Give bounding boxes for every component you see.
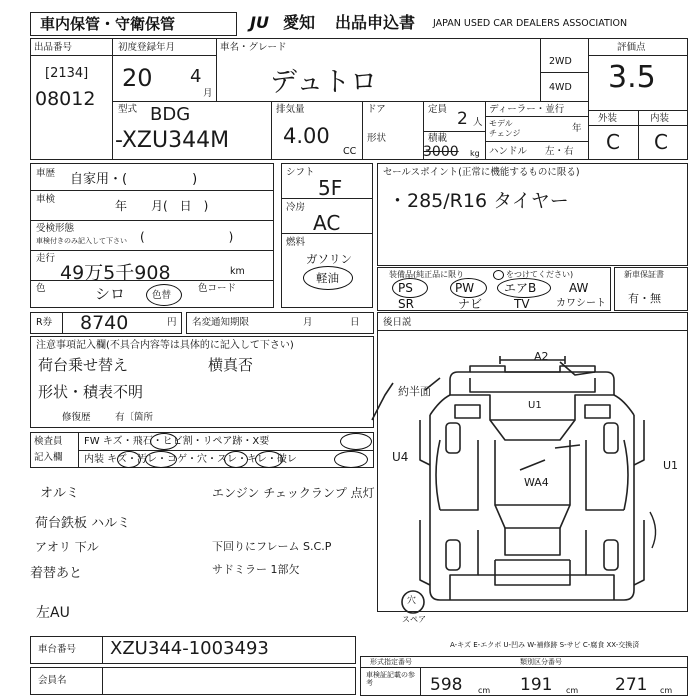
diag-u4: U4 <box>392 450 409 464</box>
handnote-7: サドミラー 1部欠 <box>212 563 300 576</box>
car-name-value: デュトロ <box>270 67 378 98</box>
member-label: 会員名 <box>38 675 67 686</box>
deadline-label: 名変通知期限 <box>192 317 250 328</box>
notes-label: 注意事項記入欄(不具合内容等は具体的に記入して下さい) <box>36 340 294 351</box>
first-reg-label: 初度登録年月 <box>118 42 176 53</box>
car-name-label: 車名・グレード <box>220 42 287 53</box>
color-value: シロ <box>95 285 126 303</box>
handnote-5: エンジン チェックランプ 点灯 <box>212 486 375 500</box>
sales-point-text: ・285/R16 タイヤー <box>388 190 569 212</box>
history-label: 車歴 <box>36 168 56 179</box>
equip-ps-circle <box>392 278 428 298</box>
handle-label: ハンドル <box>489 146 528 157</box>
dims-ref: 車検証記載の参考 <box>366 671 415 687</box>
mileage-unit: km <box>230 266 245 277</box>
handnote-3: アオリ 下ル <box>35 540 99 554</box>
exterior-grade: C <box>606 130 620 154</box>
score-label: 評価点 <box>617 42 646 53</box>
handnote-6: 下回りにフレーム S.C.P <box>212 540 332 553</box>
first-reg-month-unit: 月 <box>203 88 213 99</box>
equipment-label-end: をつけてください) <box>506 270 574 279</box>
first-reg-year: 20 <box>122 64 153 92</box>
equip-sr: SR <box>398 297 414 311</box>
load-label: 積載 <box>428 133 448 144</box>
shift-value: 5F <box>318 176 343 200</box>
sales-point-label: セールスポイント(正常に機能するものに限る) <box>383 167 580 178</box>
warranty-value: 有・無 <box>628 292 661 305</box>
assoc-name: JAPAN USED CAR DEALERS ASSOCIATION <box>433 18 628 29</box>
capacity-unit: 人 <box>473 117 483 128</box>
form-title: 出品申込書 <box>335 13 416 32</box>
deadline-day: 日 <box>350 317 360 328</box>
vin-label: 車台番号 <box>38 644 77 655</box>
handnote-4: 着替あと <box>30 566 83 581</box>
circle-kizu <box>117 451 141 468</box>
circle-tobiishi <box>150 433 178 450</box>
fuel-diesel-circle <box>303 266 353 290</box>
member-box <box>30 667 356 695</box>
notes-line2: 形状・積表不明 <box>38 383 144 401</box>
drive-4wd: 4WD <box>549 82 572 93</box>
spare-mark: 穴 <box>407 596 417 606</box>
spare-label: スペア <box>402 615 426 624</box>
capacity-value: 2 <box>457 109 468 129</box>
load-unit: kg <box>470 149 480 158</box>
reception-note: 車検付きのみ記入して下さい <box>36 237 127 245</box>
handle-options: 左・右 <box>545 146 574 157</box>
diagram-legend: A-キズ E-エクボ U-凹み W-補修跡 S-サビ C-腐食 XX-交換済 <box>450 641 640 649</box>
reception-label: 受検形態 <box>36 223 75 234</box>
diag-a2: A2 <box>534 350 549 363</box>
circle-x <box>340 433 372 450</box>
displacement-label: 排気量 <box>276 104 305 115</box>
deadline-month: 月 <box>303 317 313 328</box>
circle-yogore <box>145 451 177 468</box>
ju-logo: JU <box>250 13 269 32</box>
interior-grade: C <box>654 130 668 154</box>
dims-length: 598 <box>430 675 463 695</box>
repair-label: 修復歴 <box>62 412 91 423</box>
circle-sure <box>255 451 283 468</box>
model-prefix: BDG <box>150 104 191 125</box>
exterior-label: 外装 <box>598 113 618 124</box>
diag-note: 約半面 <box>398 385 431 398</box>
interior-label: 内装 <box>650 113 670 124</box>
displacement-value: 4.00 <box>283 124 330 148</box>
fuel-label: 燃料 <box>286 237 306 248</box>
notes-line1a: 荷台乗せ替え <box>38 356 129 374</box>
dims-length-unit: cm <box>478 686 491 695</box>
cooling-value: AC <box>313 211 341 235</box>
checker-label1: 検査員 <box>34 436 63 447</box>
equip-aw: AW <box>569 281 589 295</box>
shape-label: 形状 <box>367 133 387 144</box>
lot-label: 出品番号 <box>34 42 73 53</box>
checker-label2: 記入欄 <box>34 452 63 463</box>
vin-value: XZU344-1003493 <box>110 638 269 659</box>
equip-tv: TV <box>514 297 530 311</box>
car-inspection-value: 年 月( 日 ) <box>115 199 209 213</box>
history-value: 自家用・( ) <box>70 172 198 187</box>
cooling-label: 冷房 <box>286 202 306 213</box>
first-reg-month: 4 <box>190 66 202 87</box>
circle-ana <box>224 451 248 468</box>
car-inspection-label: 車検 <box>36 194 56 205</box>
handnote-8: 左AU <box>36 605 70 621</box>
equipment-mark-circle <box>493 270 504 280</box>
displacement-unit: CC <box>343 146 357 157</box>
equip-ps: PS <box>398 281 413 295</box>
change-label: チェンジ <box>489 129 521 138</box>
equipment-label: 装備品(純正品に限り <box>389 270 465 279</box>
equip-navi: ナビ <box>458 297 483 311</box>
dims-label2: 類別区分番号 <box>520 658 562 666</box>
mileage-value: 49万5千908 <box>60 262 171 284</box>
rear-label: 後日説 <box>383 317 412 328</box>
lot-number: 08012 <box>35 88 96 110</box>
equip-airbag: エアB <box>504 281 537 295</box>
checker-row2: 内装 キズ・汚レ・コゲ・穴・スレ・キレ・破レ <box>84 454 297 465</box>
circle-yabure <box>334 451 368 468</box>
recycle-label: R券 <box>36 317 53 328</box>
color-change-circle <box>146 284 182 306</box>
mileage-label: 走行 <box>36 253 56 264</box>
recycle-unit: 円 <box>167 317 177 328</box>
equip-pw-circle <box>450 278 487 298</box>
model-label: 型式 <box>118 104 138 115</box>
dims-width: 191 <box>520 675 553 695</box>
model-change-label: モデル <box>489 119 513 128</box>
lot-bracket: [2134] <box>45 66 89 81</box>
storage-label: 車内保管・守衛保管 <box>40 15 176 33</box>
equip-leather: カワシート <box>556 298 606 309</box>
shift-label: シフト <box>286 167 315 178</box>
rear-box <box>377 312 688 612</box>
model-code: -XZU344M <box>115 128 230 153</box>
dealer-row: ディーラー・並行 <box>489 104 565 115</box>
repair-value: 有〔箇所 <box>115 412 154 423</box>
sales-point-box <box>377 163 688 266</box>
equip-airbag-circle <box>497 278 551 298</box>
dims-width-unit: cm <box>566 686 579 695</box>
equip-pw: PW <box>455 281 475 295</box>
model-change-year: 年 <box>572 123 582 134</box>
score-value: 3.5 <box>608 60 656 95</box>
fuel-gasoline: ガソリン <box>306 252 352 266</box>
capacity-label: 定員 <box>428 104 448 115</box>
drive-2wd: 2WD <box>549 56 572 67</box>
notes-line1b: 横真否 <box>208 356 254 374</box>
doors-label: ドア <box>367 104 386 115</box>
dims-label1: 形式指定番号 <box>370 658 412 666</box>
color-code-label: 色コード <box>198 283 237 294</box>
color-change-label: 色替 <box>152 290 172 301</box>
handnote-2: 荷台鉄板 ハルミ <box>35 516 131 531</box>
dims-height: 271 <box>615 675 648 695</box>
reception-paren: ( ) <box>140 230 234 244</box>
color-label: 色 <box>36 283 46 294</box>
checker-row1: FW キズ・飛石・ヒビ割・リペア跡・X要 <box>84 436 270 447</box>
diag-u1-right: U1 <box>663 459 679 472</box>
diag-wa4: WA4 <box>524 476 549 489</box>
fuel-diesel: 軽油 <box>316 271 339 285</box>
dims-height-unit: cm <box>660 686 673 695</box>
org-name: 愛知 <box>283 13 316 32</box>
warranty-label: 新車保証書 <box>624 270 664 279</box>
handnote-1: オルミ <box>40 486 80 501</box>
diag-u1-top: U1 <box>528 400 542 411</box>
recycle-value: 8740 <box>80 312 129 334</box>
load-value: 3000 <box>423 144 459 160</box>
